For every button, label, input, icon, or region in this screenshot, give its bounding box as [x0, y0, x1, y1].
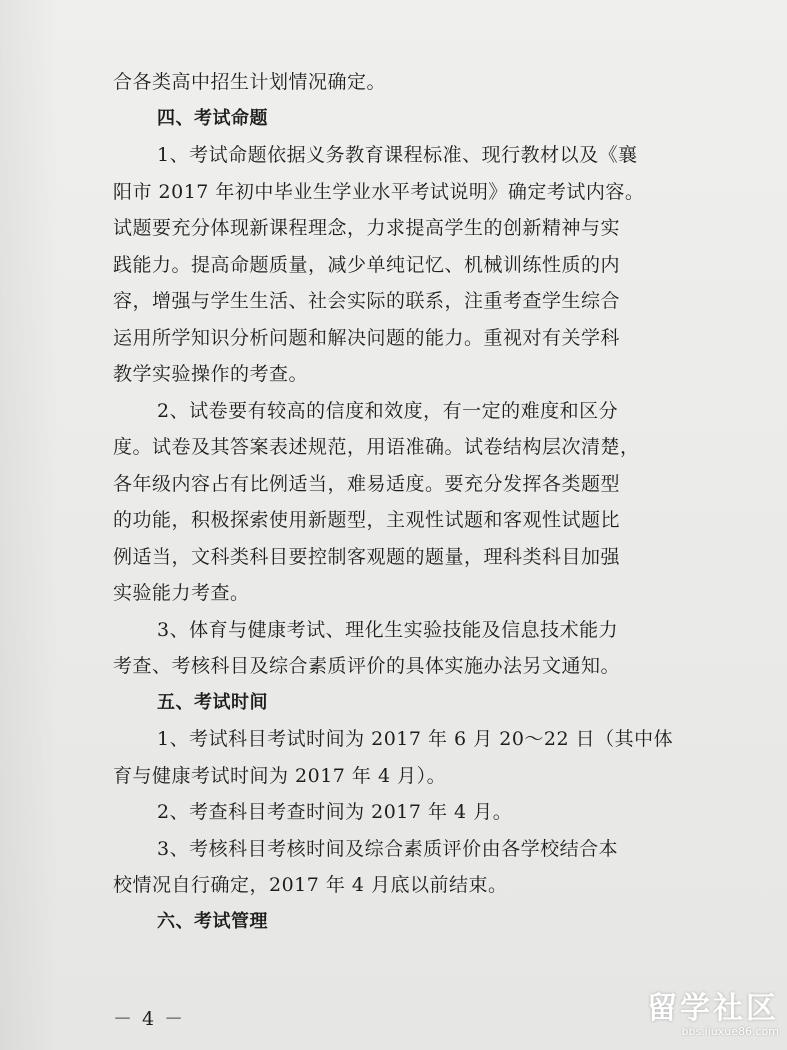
section-heading: 五、考试时间: [157, 691, 268, 713]
section-heading: 四、考试命题: [157, 107, 268, 129]
text-line: 试题要充分体现新课程理念，力求提高学生的创新精神与实: [113, 217, 621, 239]
text-line: 考查、考核科目及综合素质评价的具体实施办法另文通知。: [113, 655, 621, 677]
text-line: 的功能，积极探索使用新题型，主观性试题和客观性试题比: [113, 509, 621, 531]
text-line: 践能力。提高命题质量，减少单纯记忆、机械训练性质的内: [113, 253, 621, 276]
text-line: 1、考试命题依据义务教育课程标准、现行教材以及《襄: [157, 144, 638, 166]
text-line: 3、考核科目考核时间及综合素质评价由各学校结合本: [157, 837, 619, 860]
text-line: 容，增强与学生生活、社会实际的联系，注重考查学生综合: [113, 290, 621, 312]
text-line: 2、考查科目考查时间为 2017 年 4 月。: [157, 801, 513, 823]
page-shadow: [0, 0, 60, 1050]
watermark-title: 留学社区: [647, 991, 779, 1026]
text-line: 实验能力考查。: [113, 582, 250, 604]
text-line: 例适当，文科类科目要控制客观题的题量，理科类科目加强: [113, 545, 621, 568]
text-line: 阳市 2017 年初中毕业生学业水平考试说明》确定考试内容。: [113, 180, 645, 203]
text-line: 教学实验操作的考查。: [113, 363, 309, 385]
text-line: 运用所学知识分析问题和解决问题的能力。重视对有关学科: [113, 326, 621, 349]
text-line: 合各类高中招生计划情况确定。: [113, 71, 387, 93]
watermark-url: bbs.liuxue86.com: [681, 1025, 779, 1038]
text-line: 2、试卷要有较高的信度和效度，有一定的难度和区分: [157, 399, 619, 422]
text-line: 1、考试科目考试时间为 2017 年 6 月 20～22 日（其中体: [157, 728, 674, 750]
text-line: 度。试卷及其答案表述规范，用语准确。试卷结构层次清楚，: [113, 436, 640, 458]
section-heading: 六、考试管理: [157, 910, 268, 932]
text-line: 各年级内容占有比例适当，难易适度。要充分发挥各类题型: [113, 472, 621, 495]
page-number: － 4 －: [113, 1008, 186, 1030]
text-line: 育与健康考试时间为 2017 年 4 月）。: [113, 764, 447, 787]
text-line: 校情况自行确定，2017 年 4 月底以前结束。: [113, 874, 508, 896]
watermark-logo: [647, 983, 779, 1038]
document-body: [113, 64, 673, 940]
text-line: 3、体育与健康考试、理化生实验技能及信息技术能力: [157, 618, 619, 641]
